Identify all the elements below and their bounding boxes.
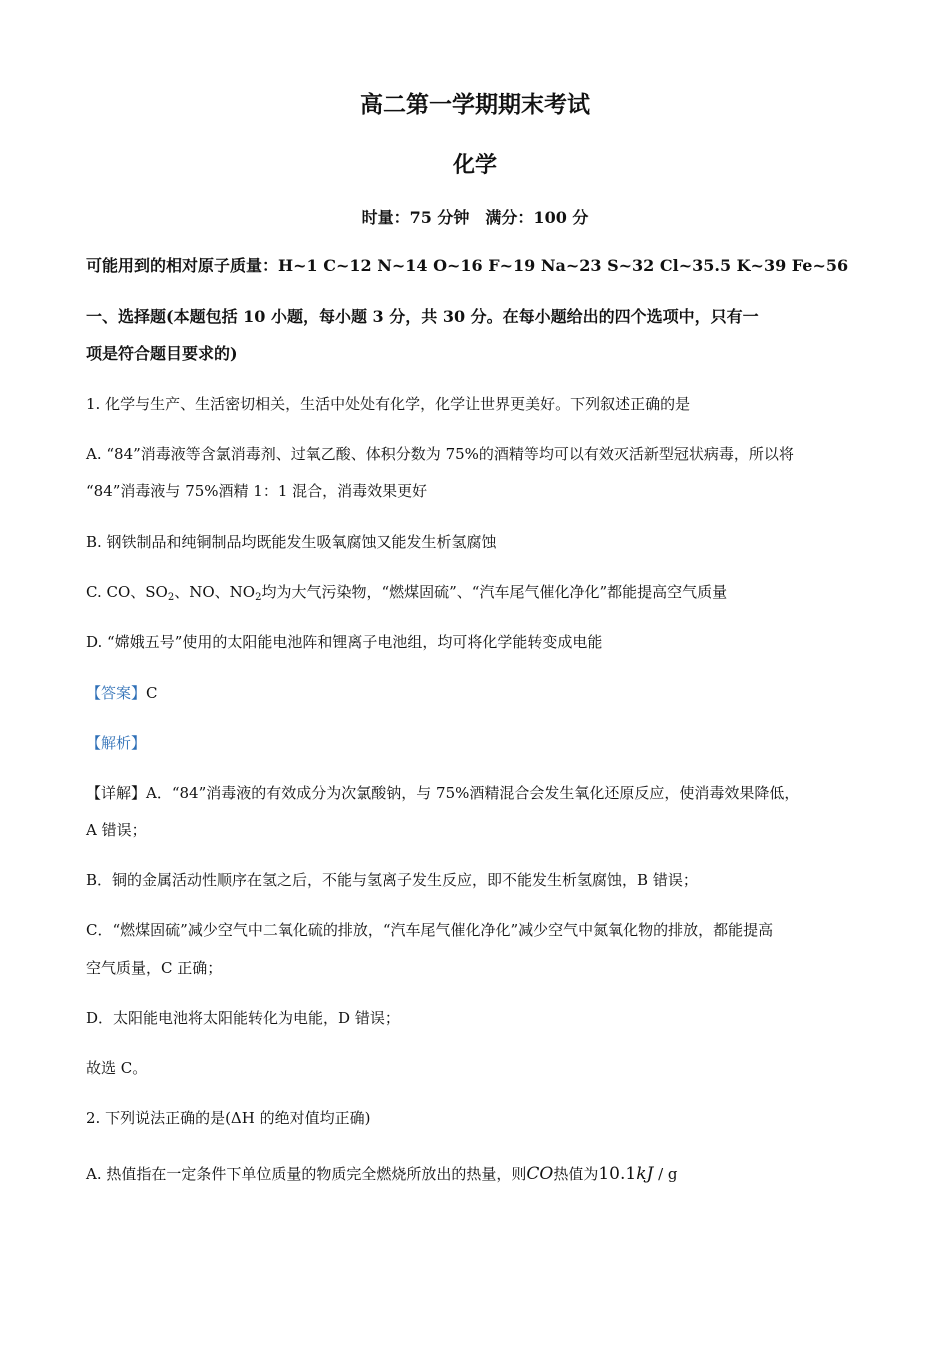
q1-option-b: B. 钢铁制品和纯铜制品均既能发生吸氧腐蚀又能发生析氢腐蚀 xyxy=(86,533,497,551)
document-title: 高二第一学期期末考试 xyxy=(360,91,590,118)
detail-d: D．太阳能电池将太阳能转化为电能，D 错误； xyxy=(86,1009,400,1027)
q2-option-a: A. 热值指在一定条件下单位质量的物质完全燃烧所放出的热量，则CO热值为10.1kJ / g xyxy=(86,1164,678,1184)
question-2-stem: 2. 下列说法正确的是(ΔH 的绝对值均正确) xyxy=(86,1109,371,1127)
answer-value: C xyxy=(146,684,158,702)
detail-c-line2: 空气质量，C 正确； xyxy=(86,959,223,977)
q1-option-a-line2: “84”消毒液与 75%酒精 1：1 混合，消毒效果更好 xyxy=(86,482,428,500)
analysis-tag: 【解析】 xyxy=(86,734,147,752)
q1-option-d: D. “嫦娥五号”使用的太阳能电池阵和锂离子电池组，均可将化学能转变成电能 xyxy=(86,633,603,651)
section-heading-line2: 项是符合题目要求的) xyxy=(86,344,238,363)
atomic-mass-line: 可能用到的相对原子质量：H~1 C~12 N~14 O~16 F~19 Na~23 S~32 Cl~35.5 K~39 Fe~56 xyxy=(86,256,849,275)
q1-option-c: C. CO、$SO_2$、NO、$NO_2$均为大气污染物，“燃煤固硫”、“汽车尾气催化净化”都能提高空气质量 xyxy=(86,583,728,603)
exam-meta: 时量：75 分钟 满分：100 分 xyxy=(361,208,589,227)
answer-line xyxy=(86,683,158,703)
detail-b: B．铜的金属活动性顺序在氢之后，不能与氢离子发生反应，即不能发生析氢腐蚀，B 错误； xyxy=(86,871,698,889)
question-1-stem: 1. 化学与生产、生活密切相关，生活中处处有化学，化学让世界更美好。下列叙述正确的是 xyxy=(86,395,691,413)
subject-title: 化学 xyxy=(452,152,497,178)
detail-a-line2: A 错误； xyxy=(86,821,147,839)
detail-a-line1: 【详解】A．“84”消毒液的有效成分为次氯酸钠，与 75%酒精混合会发生氧化还原反应，使消毒效果降低， xyxy=(86,784,800,802)
detail-c-line1: C．“燃煤固硫”减少空气中二氧化硫的排放，“汽车尾气催化净化”减少空气中氮氧化物的排放，都能提高 xyxy=(86,921,774,939)
detail-tag: 【详解】 xyxy=(86,784,147,802)
section-heading-line1: 一、选择题(本题包括 10 小题，每小题 3 分，共 30 分。在每小题给出的四个选项中，只有一 xyxy=(86,307,759,326)
conclusion: 故选 C。 xyxy=(86,1059,148,1077)
answer-tag: 【答案】 xyxy=(86,684,147,702)
q1-option-a-line1: A. “84”消毒液等含氯消毒剂、过氧乙酸、体积分数为 75%的酒精等均可以有效灭活新型冠状病毒，所以将 xyxy=(86,445,794,463)
